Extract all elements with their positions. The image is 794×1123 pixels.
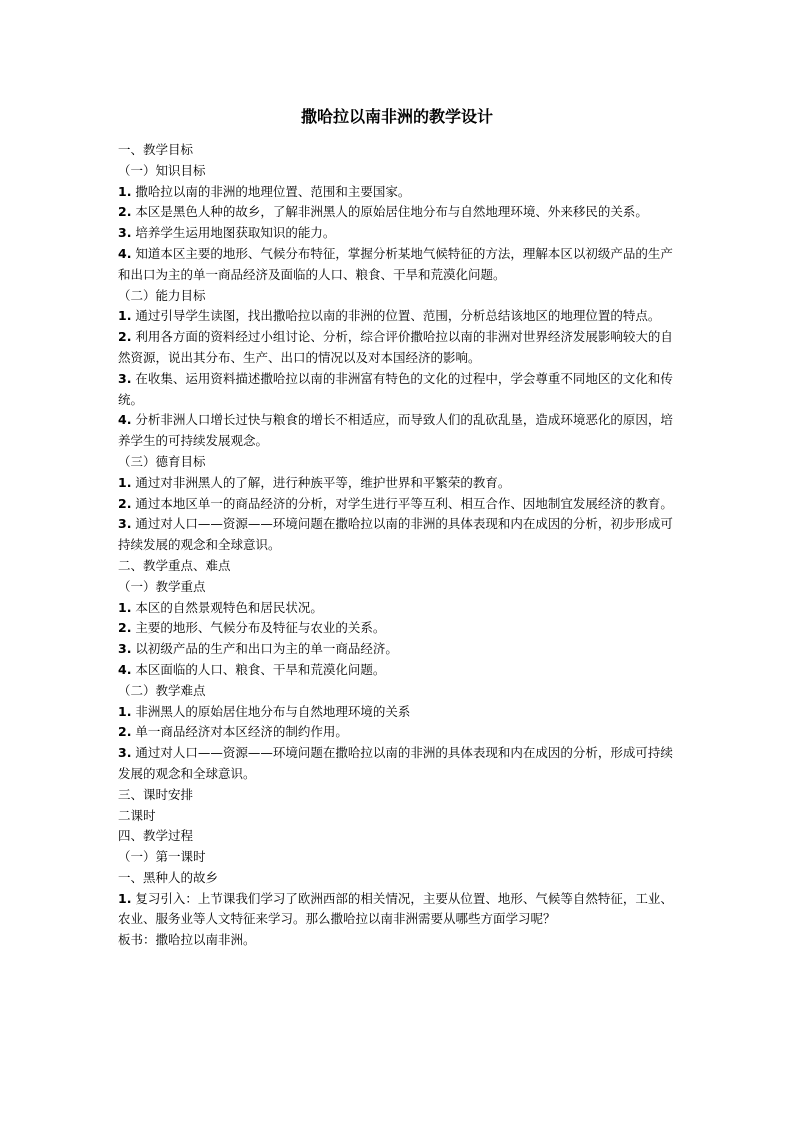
heading-line — [118, 452, 678, 473]
line-text: 本区的自然景观特色和居民状况。 — [131, 599, 323, 615]
numbered-paragraph — [118, 327, 678, 369]
line-text: （二）能力目标 — [118, 287, 206, 303]
line-text: 培养学生运用地图获取知识的能力。 — [131, 225, 336, 241]
line-text: 二、教学重点、难点 — [118, 557, 231, 573]
numbered-paragraph — [118, 702, 678, 723]
item-number: 2. — [118, 724, 132, 740]
item-number: 3. — [118, 516, 132, 532]
line-text: 非洲黑人的原始居住地分布与自然地理环境的关系 — [131, 703, 411, 719]
line-text: 通过引导学生读图，找出撒哈拉以南的非洲的位置、范围，分析总结该地区的地理位置的特点。 — [131, 308, 661, 324]
line-text: 分析非洲人口增长过快与粮食的增长不相适应，而导致人们的乱砍乱垦，造成环境恶化的原因，培养学生的可持续发展观念。 — [118, 412, 673, 449]
item-number: 1. — [118, 474, 132, 490]
item-number: 1. — [118, 890, 132, 906]
line-text: 二课时 — [118, 807, 156, 823]
heading-line — [118, 930, 678, 951]
item-number: 3. — [118, 641, 132, 657]
item-number: 1. — [118, 308, 132, 324]
item-number: 4. — [118, 661, 132, 677]
line-text: 本区是黑色人种的故乡，了解非洲黑人的原始居住地分布与自然地理环境、外来移民的关系。 — [131, 204, 648, 220]
numbered-paragraph — [118, 244, 678, 286]
numbered-paragraph — [118, 514, 678, 556]
heading-line — [118, 161, 678, 182]
heading-line — [118, 826, 678, 847]
line-text: 四、教学过程 — [118, 828, 194, 844]
line-text: 复习引入：上节课我们学习了欧洲西部的相关情况，主要从位置、地形、气候等自然特征，工业、农业、服务业等人文特征来学习。那么撒哈拉以南非洲需要从哪些方面学习呢？ — [118, 890, 673, 927]
numbered-paragraph — [118, 306, 678, 327]
numbered-paragraph — [118, 618, 678, 639]
line-text: 板书：撒哈拉以南非洲。 — [118, 932, 256, 948]
numbered-paragraph — [118, 639, 678, 660]
line-text: 主要的地形、气候分布及特征与农业的关系。 — [131, 620, 386, 636]
item-number: 2. — [118, 329, 132, 345]
line-text: （一）知识目标 — [118, 162, 206, 178]
line-text: 一、黑种人的故乡 — [118, 869, 219, 885]
line-text: 一、教学目标 — [118, 142, 194, 157]
numbered-paragraph — [118, 202, 678, 223]
line-text: 知道本区主要的地形、气候分布特征，掌握分析某地气候特征的方法，理解本区以初级产品的生产和出口为主的单一商品经济及面临的人口、粮食、干旱和荒漠化问题。 — [118, 245, 673, 282]
heading-line — [118, 806, 678, 827]
line-text: （一）第一课时 — [118, 849, 206, 865]
line-text: 利用各方面的资料经过小组讨论、分析，综合评价撒哈拉以南的非洲对世界经济发展影响较大的自然资源，说出其分布、生产、出口的情况以及对本国经济的影响。 — [118, 329, 673, 365]
heading-line — [118, 577, 678, 598]
numbered-paragraph — [118, 722, 678, 743]
numbered-paragraph — [118, 660, 678, 681]
document-title: 撒哈拉以南非洲的教学设计 — [300, 107, 493, 126]
numbered-paragraph — [118, 598, 678, 619]
item-number: 2. — [118, 495, 132, 511]
numbered-paragraph — [118, 494, 678, 515]
numbered-paragraph — [118, 182, 678, 203]
item-number: 1. — [118, 183, 132, 199]
item-number: 3. — [118, 370, 132, 386]
item-number: 3. — [118, 225, 132, 241]
line-text: 单一商品经济对本区经济的制约作用。 — [131, 724, 348, 740]
line-text: 以初级产品的生产和出口为主的单一商品经济。 — [131, 641, 398, 657]
line-text: 撒哈拉以南的非洲的地理位置、范围和主要国家。 — [131, 183, 411, 199]
item-number: 4. — [118, 245, 132, 261]
heading-line — [118, 847, 678, 868]
line-text: 本区面临的人口、粮食、干旱和荒漠化问题。 — [131, 661, 386, 677]
numbered-paragraph — [118, 223, 678, 244]
line-text: （二）教学难点 — [118, 682, 206, 698]
heading-line — [118, 140, 678, 161]
item-number: 1. — [118, 599, 132, 615]
item-number: 2. — [118, 620, 132, 636]
line-text: 三、课时安排 — [118, 786, 194, 802]
numbered-paragraph — [118, 369, 678, 411]
heading-line — [118, 868, 678, 889]
numbered-paragraph — [118, 889, 678, 931]
item-number: 4. — [118, 412, 132, 428]
line-text: 通过对人口——资源——环境问题在撒哈拉以南的非洲的具体表现和内在成因的分析，形成可持续发展的观念和全球意识。 — [118, 745, 673, 781]
line-text: 通过本地区单一的商品经济的分析，对学生进行平等互利、相互合作、因地制宜发展经济的教育。 — [131, 495, 673, 511]
item-number: 2. — [118, 204, 132, 220]
document-body — [118, 140, 678, 951]
heading-line — [118, 785, 678, 806]
numbered-paragraph — [118, 410, 678, 452]
line-text: 通过对非洲黑人的了解，进行种族平等，维护世界和平繁荣的教育。 — [131, 474, 511, 490]
line-text: （一）教学重点 — [118, 578, 206, 594]
numbered-paragraph — [118, 473, 678, 494]
heading-line — [118, 286, 678, 307]
heading-line — [118, 681, 678, 702]
numbered-paragraph — [118, 743, 678, 785]
line-text: 通过对人口——资源——环境问题在撒哈拉以南的非洲的具体表现和内在成因的分析，初步形成可持续发展的观念和全球意识。 — [118, 516, 673, 553]
heading-line — [118, 556, 678, 577]
line-text: （三）德育目标 — [118, 453, 206, 469]
item-number: 3. — [118, 745, 132, 761]
item-number: 1. — [118, 703, 132, 719]
line-text: 在收集、运用资料描述撒哈拉以南的非洲富有特色的文化的过程中，学会尊重不同地区的文化和传统。 — [118, 370, 673, 407]
